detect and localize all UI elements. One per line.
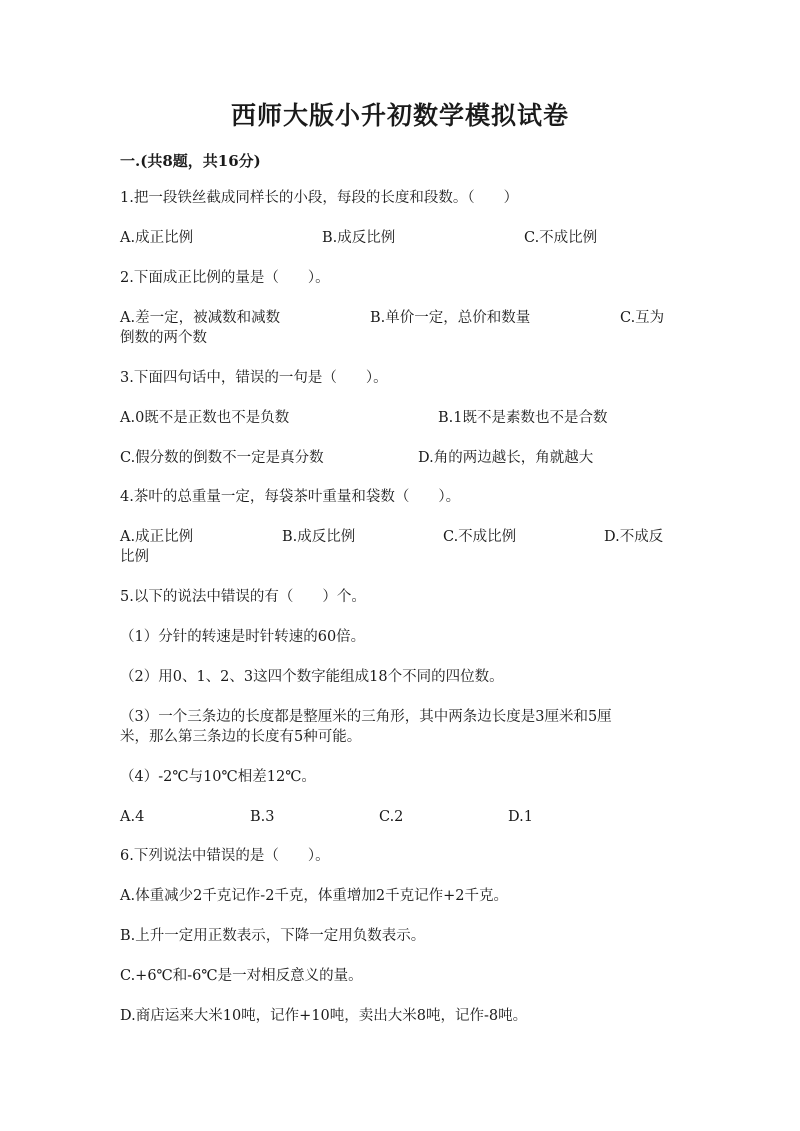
question-5-option-d: D.1 [508,809,533,825]
question-5-statement-3: （3）一个三条边的长度都是整厘米的三角形，其中两条边长度是3厘米和5厘 [120,709,612,725]
question-5-option-a: A.4 [120,809,145,825]
section-heading: 一.(共8题，共16分) [120,152,261,170]
question-5-stem: 5.以下的说法中错误的有（ ）个。 [120,589,366,605]
question-6-option-b: B.上升一定用正数表示，下降一定用负数表示。 [120,928,426,944]
question-3-option-d: D.角的两边越长，角就越大 [418,450,594,466]
question-1-option-c: C.不成比例 [524,230,598,246]
question-1-stem: 1.把一段铁丝截成同样长的小段，每段的长度和段数。（ ） [120,190,519,206]
question-5-statement-3-continuation: 米，那么第三条边的长度有5种可能。 [120,729,362,745]
question-4-option-d: D.不成反 [604,529,664,545]
question-5-option-c: C.2 [379,809,404,825]
question-2-option-a: A.差一定，被减数和减数 [120,310,281,326]
question-6-stem: 6.下列说法中错误的是（ ）。 [120,848,330,864]
question-4-option-a: A.成正比例 [120,529,194,545]
question-3-option-c: C.假分数的倒数不一定是真分数 [120,450,324,466]
question-2-option-c-continuation: 倒数的两个数 [120,330,207,346]
question-6-option-d: D.商店运来大米10吨，记作+10吨，卖出大米8吨，记作-8吨。 [120,1008,528,1024]
page-title: 西师大版小升初数学模拟试卷 [230,101,569,130]
question-2-stem: 2.下面成正比例的量是（ ）。 [120,270,330,286]
question-3-option-b: B.1既不是素数也不是合数 [438,410,608,426]
question-5-option-b: B.3 [250,809,275,825]
question-3-stem: 3.下面四句话中，错误的一句是（ ）。 [120,370,388,386]
question-3-option-a: A.0既不是正数也不是负数 [120,410,290,426]
question-5-statement-1: （1）分针的转速是时针转速的60倍。 [120,629,366,645]
question-2-option-c: C.互为 [620,310,665,326]
question-1-option-a: A.成正比例 [120,230,194,246]
question-1-option-b: B.成反比例 [322,230,396,246]
question-2-option-b: B.单价一定，总价和数量 [370,310,531,326]
question-4-option-b: B.成反比例 [282,529,356,545]
question-5-statement-4: （4）-2℃与10℃相差12℃。 [120,769,316,785]
question-4-option-c: C.不成比例 [443,529,517,545]
question-6-option-c: C.+6℃和-6℃是一对相反意义的量。 [120,968,363,984]
question-6-option-a: A.体重减少2千克记作-2千克，体重增加2千克记作+2千克。 [120,888,509,904]
question-5-statement-2: （2）用0、1、2、3这四个数字能组成18个不同的四位数。 [120,669,504,685]
question-4-stem: 4.茶叶的总重量一定，每袋茶叶重量和袋数（ ）。 [120,489,461,505]
question-4-option-d-continuation: 比例 [120,549,149,565]
